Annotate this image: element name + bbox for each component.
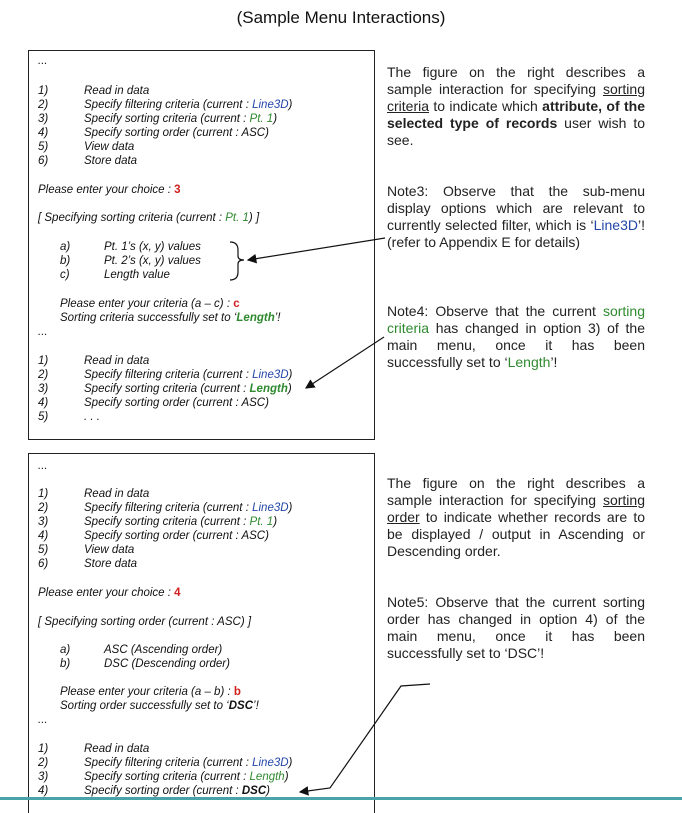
- option-key: b): [60, 658, 71, 670]
- menu-item-sort-criteria: Specify sorting criteria (current : Pt. 1): [84, 113, 278, 125]
- menu-num: 5): [38, 544, 49, 556]
- page-title: (Sample Menu Interactions): [236, 8, 446, 27]
- menu-num: 1): [38, 488, 49, 500]
- submenu-header: [ Specifying sorting criteria (current : Pt. 1) ]: [38, 212, 260, 224]
- ellipsis-mid: ...: [38, 326, 48, 338]
- menu-item-sort-criteria: Specify sorting criteria (current : Length): [84, 771, 289, 783]
- menu-item-read: Read in data: [84, 85, 150, 97]
- criteria-prompt: Please enter your criteria (a – b) : b: [60, 686, 241, 698]
- option-key: a): [60, 644, 71, 656]
- menu-num: 2): [38, 757, 49, 769]
- choice-prompt: Please enter your choice : 3: [38, 184, 181, 196]
- menu-num: 3): [38, 383, 49, 395]
- menu-item-sort-order: Specify sorting order (current : ASC): [84, 127, 269, 139]
- menu-num: 5): [38, 411, 49, 423]
- menu-num: 2): [38, 502, 49, 514]
- criteria-success: Sorting order successfully set to ‘DSC’!: [60, 700, 259, 712]
- ellipsis-mid: ...: [38, 714, 48, 726]
- sorting-order-panel: [28, 453, 375, 813]
- note5: Note5: Observe that the current sorting order has changed in option 4) of the main menu, once it has been successfully set to ‘DSC’!: [387, 594, 645, 661]
- choice-prompt: Please enter your choice : 4: [38, 587, 181, 599]
- ellipsis-top: ...: [38, 55, 48, 67]
- menu-num: 5): [38, 141, 49, 153]
- menu-item-sort-order-updated: Specify sorting order (current : DSC): [84, 785, 270, 797]
- note3: Note3: Observe that the sub-menu display options which are relevant to currently selected filter, which is ‘Line3D’! (refer to Appendix E for details): [387, 183, 645, 250]
- description-sorting-order: The figure on the right describes a sample interaction for specifying sorting order to indicate whether records are to be displayed / output in Ascending or Descending order.: [387, 475, 645, 559]
- menu-item-filter: Specify filtering criteria (current : Line3D): [84, 99, 293, 111]
- option-key: a): [60, 241, 71, 253]
- menu-item-store: Store data: [84, 558, 138, 570]
- criteria-prompt: Please enter your criteria (a – c) : c: [60, 298, 240, 310]
- menu-item-filter: Specify filtering criteria (current : Line3D): [84, 757, 293, 769]
- menu-num: 4): [38, 530, 49, 542]
- option-key: c): [60, 269, 70, 281]
- option-pt2: Pt. 2’s (x, y) values: [104, 255, 201, 267]
- menu-num: 1): [38, 743, 49, 755]
- menu-num: 2): [38, 99, 49, 111]
- menu-item-read: Read in data: [84, 743, 150, 755]
- option-pt1: Pt. 1’s (x, y) values: [104, 241, 201, 253]
- menu-item-sort-order: Specify sorting order (current : ASC): [84, 530, 269, 542]
- menu-num: 2): [38, 369, 49, 381]
- menu-item-read: Read in data: [84, 355, 150, 367]
- option-length: Length value: [104, 269, 170, 281]
- submenu-header: [ Specifying sorting order (current : ASC) ]: [38, 616, 252, 628]
- menu-item-filter: Specify filtering criteria (current : Line3D): [84, 502, 293, 514]
- menu-num: 4): [38, 397, 49, 409]
- sorting-criteria-panel: [28, 50, 375, 440]
- description-sorting-criteria: The figure on the right describes a sample interaction for specifying sorting criteria to indicate which attribute, of the selected type of records user wish to see.: [387, 64, 645, 148]
- menu-item-view: View data: [84, 141, 135, 153]
- ellipsis-top: ...: [38, 460, 48, 472]
- criteria-success: Sorting criteria successfully set to ‘Length’!: [60, 312, 281, 324]
- option-asc: ASC (Ascending order): [104, 644, 223, 656]
- menu-num: 1): [38, 85, 49, 97]
- option-key: b): [60, 255, 71, 267]
- menu-num: 6): [38, 155, 49, 167]
- menu-num: 6): [38, 558, 49, 570]
- menu-item-store: Store data: [84, 155, 138, 167]
- menu-item-sort-criteria: Specify sorting criteria (current : Pt. 1): [84, 516, 278, 528]
- menu-num: 1): [38, 355, 49, 367]
- menu-num: 3): [38, 771, 49, 783]
- option-dsc: DSC (Descending order): [104, 658, 230, 670]
- menu-item-sort-order: Specify sorting order (current : ASC): [84, 397, 269, 409]
- menu-num: 4): [38, 127, 49, 139]
- menu-item-sort-criteria-updated: Specify sorting criteria (current : Length): [84, 383, 292, 395]
- note4: Note4: Observe that the current sorting criteria has changed in option 3) of the main menu, once it has been successfully set to ‘Length’!: [387, 303, 645, 370]
- menu-num: 3): [38, 516, 49, 528]
- menu-num: 3): [38, 113, 49, 125]
- menu-item-read: Read in data: [84, 488, 150, 500]
- menu-item-more: . . .: [84, 411, 100, 423]
- menu-num: 4): [38, 785, 49, 797]
- menu-item-view: View data: [84, 544, 135, 556]
- menu-item-filter: Specify filtering criteria (current : Line3D): [84, 369, 293, 381]
